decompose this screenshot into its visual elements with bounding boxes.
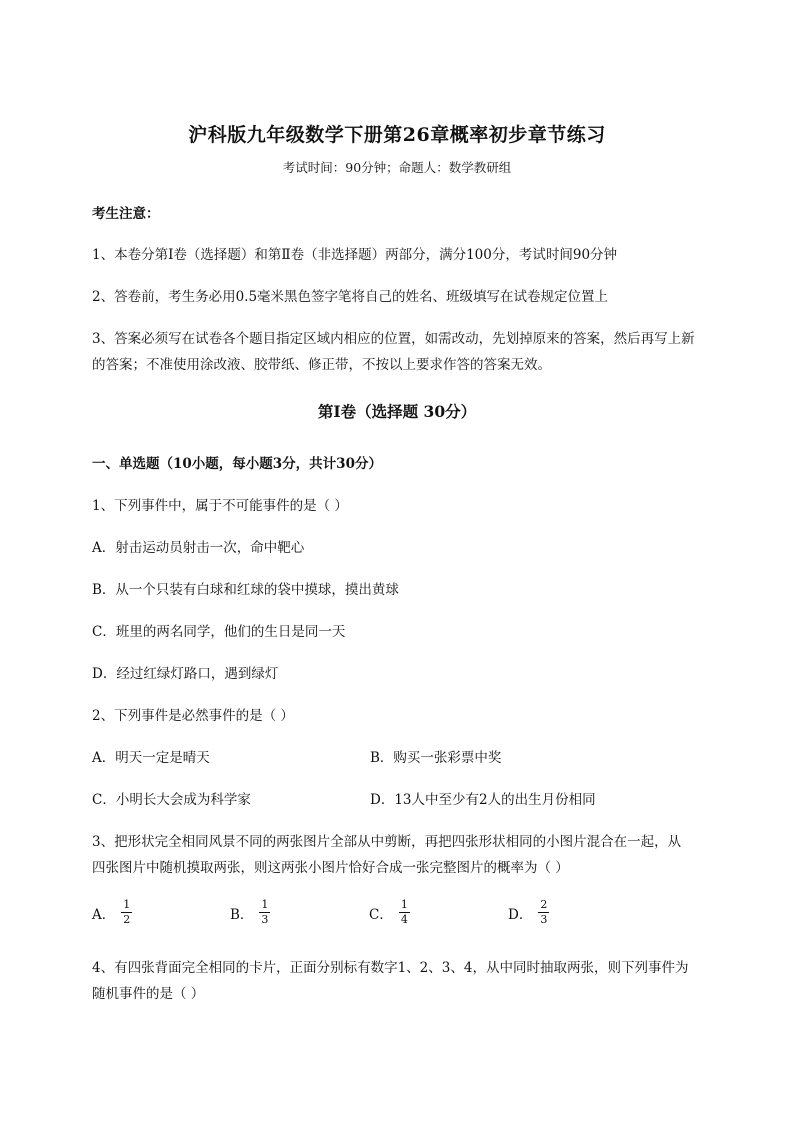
notice-item: 1、本卷分第I卷（选择题）和第Ⅱ卷（非选择题）两部分，满分100分，考试时间90分钟 [92, 247, 618, 263]
fraction-denominator: 4 [400, 913, 408, 926]
answer-option [92, 898, 132, 927]
fraction-numerator: 1 [123, 898, 131, 911]
answer-option [508, 898, 549, 927]
question-stem: 3、把形状完全相同风景不同的两张图片全部从中剪断，再把四张形状相同的小图片混合在一起，从 [92, 834, 682, 850]
question-stem: 1、下列事件中，属于不可能事件的是（ ） [92, 498, 348, 514]
fraction [538, 898, 549, 927]
exam-info: 考试时间：90分钟；命题人：数学教研组 [282, 160, 512, 175]
notice-item-continued: 的答案；不准使用涂改液、胶带纸、修正带，不按以上要求作答的答案无效。 [92, 357, 551, 373]
answer-option: D．13人中至少有2人的出生月份相同 [370, 792, 596, 808]
notice-item: 2、答卷前，考生务必用0.5毫米黑色签字笔将自己的姓名、班级填写在试卷规定位置上 [92, 289, 609, 305]
fraction [121, 898, 132, 927]
question-stem: 4、有四张背面完全相同的卡片，正面分别标有数字1、2、3、4，从中同时抽取两张，则下列事件为 [92, 960, 689, 976]
fraction-denominator: 2 [123, 913, 131, 926]
fraction [259, 898, 270, 927]
answer-option: B．从一个只装有白球和红球的袋中摸球，摸出黄球 [92, 582, 399, 598]
fraction-denominator: 3 [261, 913, 269, 926]
fraction-denominator: 3 [540, 913, 548, 926]
option-label: A． [92, 906, 116, 923]
answer-option: A．射击运动员射击一次，命中靶心 [92, 540, 305, 556]
fraction-numerator: 2 [540, 898, 548, 911]
answer-option [369, 898, 410, 927]
answer-option: C．小明长大会成为科学家 [92, 792, 251, 808]
answer-option: C．班里的两名同学，他们的生日是同一天 [92, 624, 346, 640]
question-stem: 2、下列事件是必然事件的是（ ） [92, 708, 294, 724]
page-title: 沪科版九年级数学下册第26章概率初步章节练习 [188, 124, 606, 146]
answer-option: D．经过红绿灯路口，遇到绿灯 [92, 666, 279, 682]
section-title: 第I卷（选择题 30分） [317, 402, 477, 421]
notice-item: 3、答案必须写在试卷各个题目指定区域内相应的位置，如需改动，先划掉原来的答案，然后再写上新 [92, 331, 695, 347]
option-label: B． [230, 906, 254, 923]
notice-heading: 考生注意： [92, 206, 160, 222]
answer-option: B．购买一张彩票中奖 [370, 750, 502, 766]
option-label: D． [508, 906, 533, 923]
option-label: C． [369, 906, 393, 923]
part-heading: 一、单选题（10小题，每小题3分，共计30分） [92, 456, 382, 472]
fraction [399, 898, 410, 927]
question-stem-continued: 随机事件的是（ ） [92, 986, 205, 1002]
fraction-numerator: 1 [261, 898, 269, 911]
answer-option: A．明天一定是晴天 [92, 750, 210, 766]
fraction-numerator: 1 [400, 898, 408, 911]
question-stem-continued: 四张图片中随机摸取两张，则这两张小图片恰好合成一张完整图片的概率为（ ） [92, 860, 569, 876]
answer-option [230, 898, 270, 927]
